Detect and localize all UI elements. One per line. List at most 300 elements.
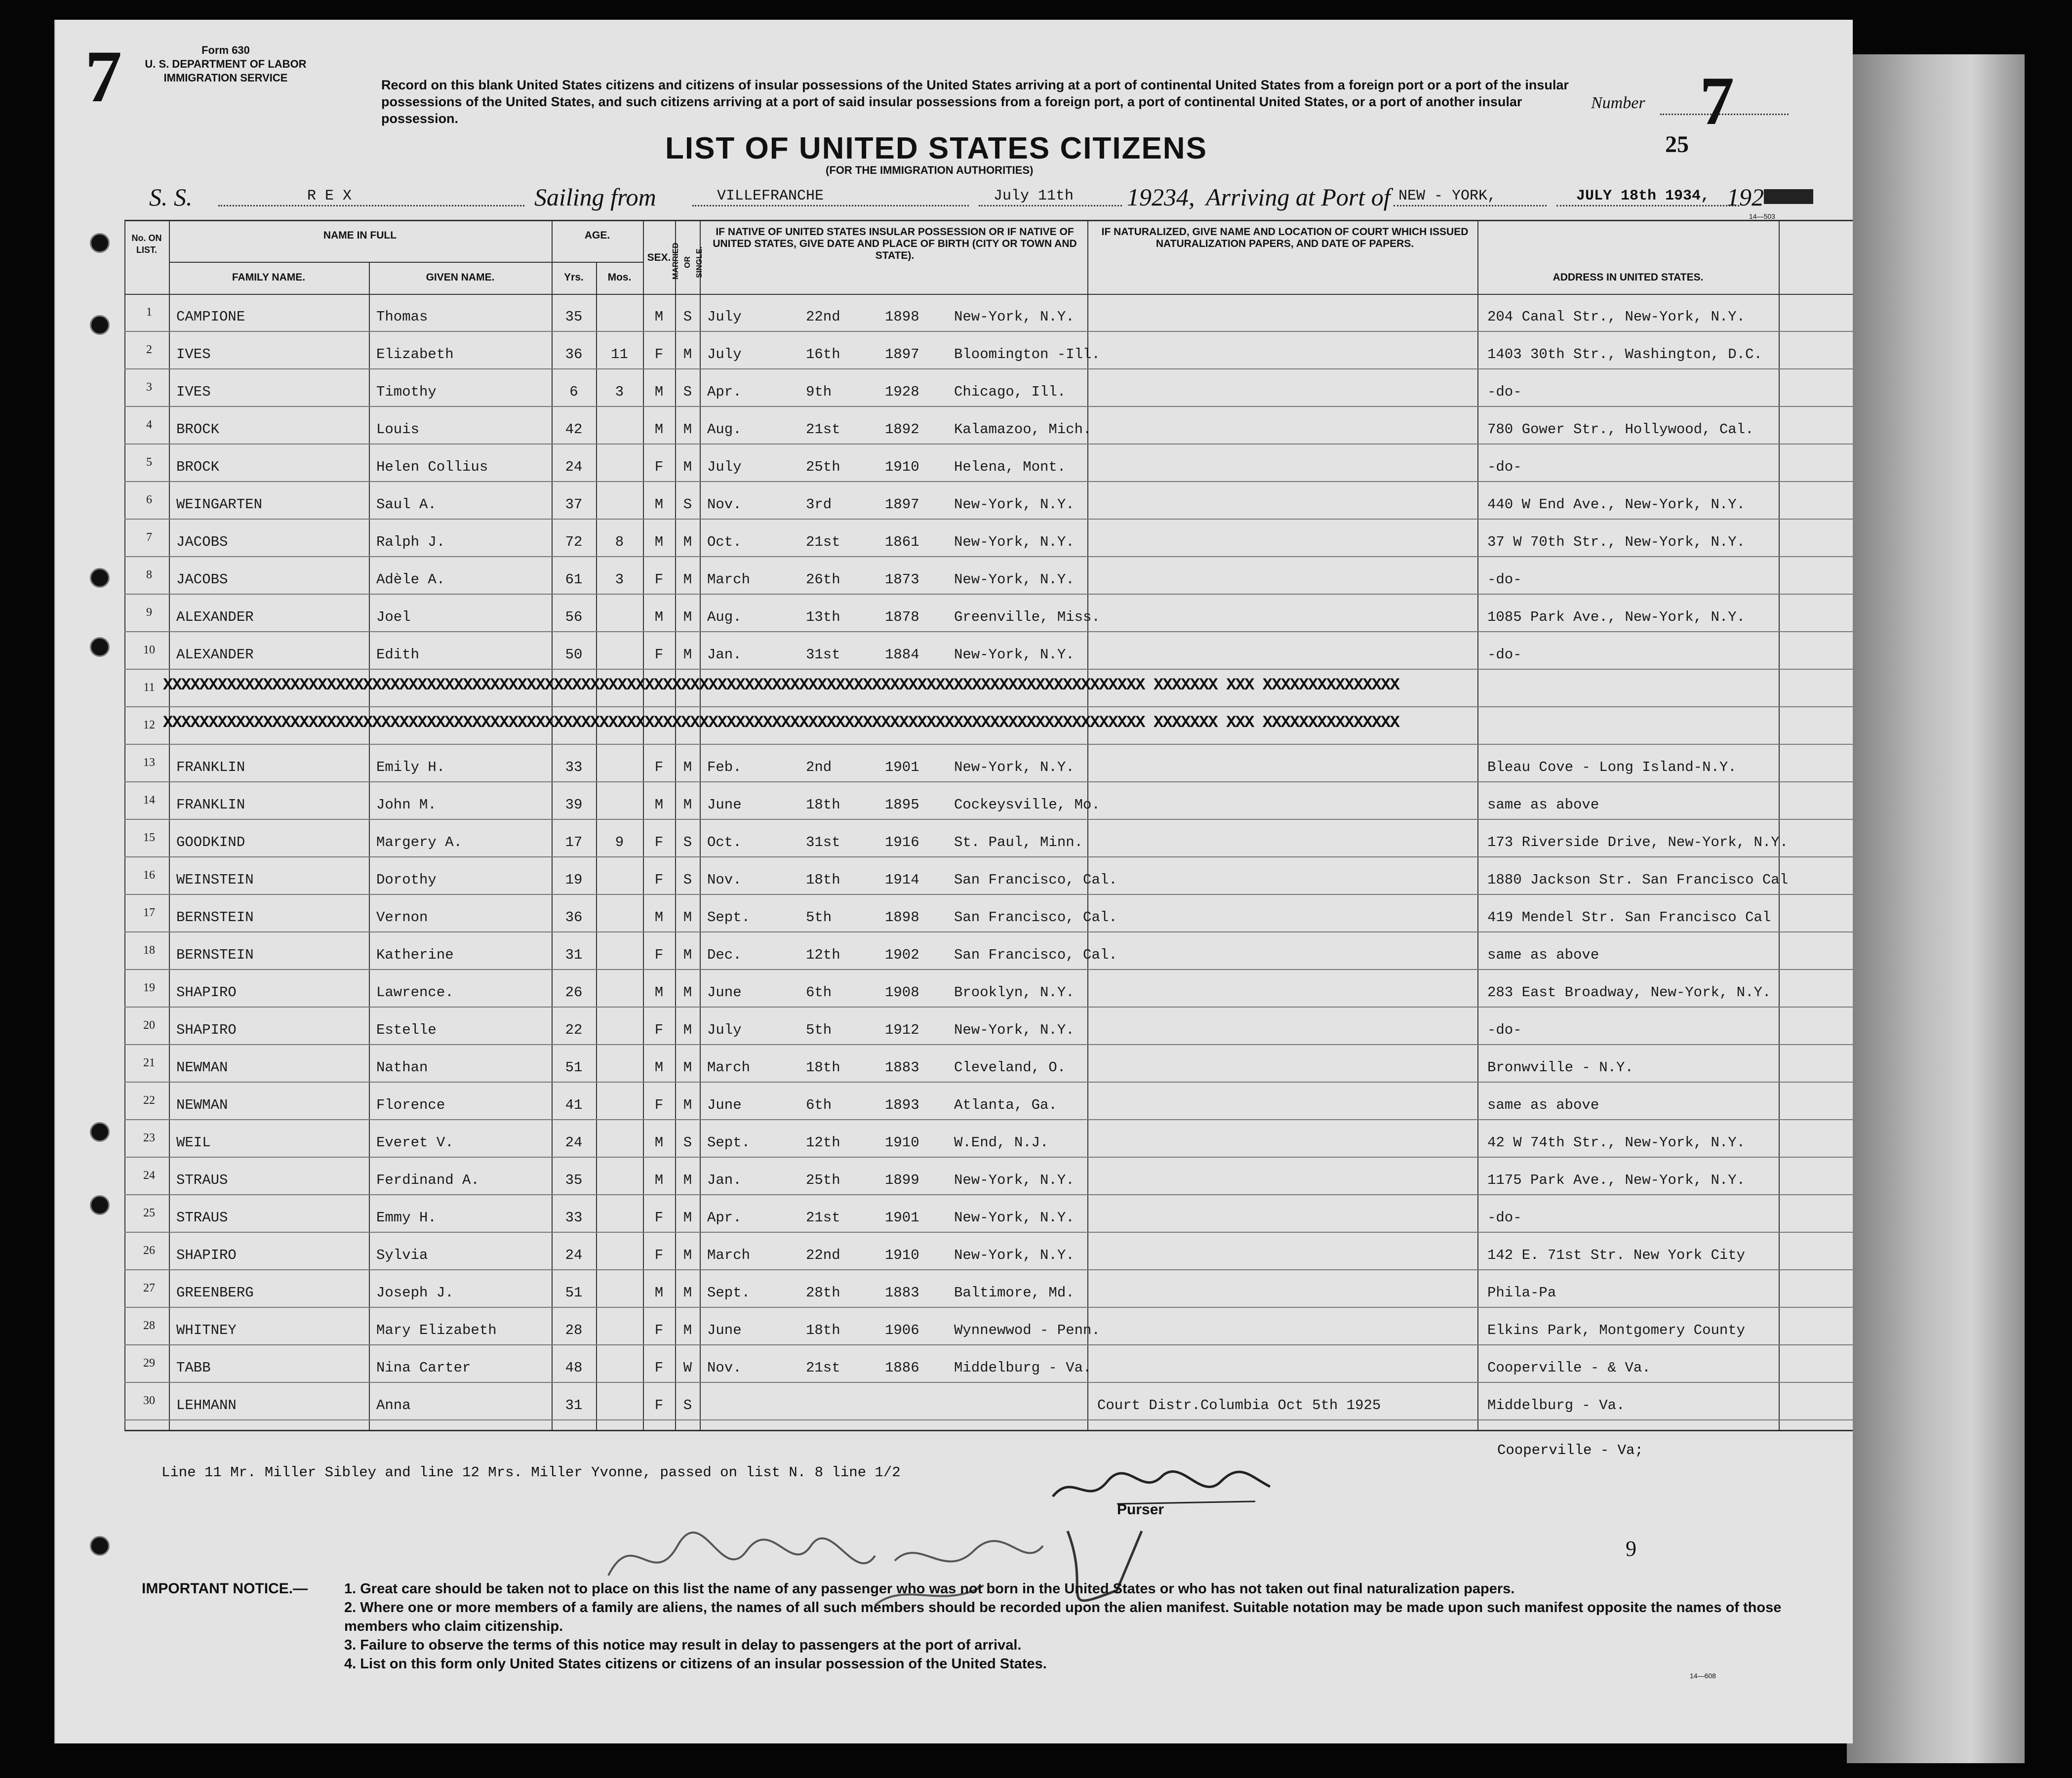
cell-yrs: 33 [565, 759, 583, 775]
table-row [55, 632, 1853, 669]
cell-ms: M [683, 984, 692, 1001]
cell-year: 1910 [885, 1247, 919, 1263]
cell-ms: M [683, 909, 692, 926]
cell-year: 1898 [885, 909, 919, 926]
cell-month: Sept. [707, 909, 751, 926]
cell-family: GREENBERG [176, 1285, 254, 1301]
cell-year: 1886 [885, 1360, 919, 1376]
table-row [55, 1270, 1853, 1307]
cell-mos: 3 [615, 384, 624, 400]
cell-place: Atlanta, Ga. [954, 1097, 1057, 1113]
cell-no: 13 [143, 756, 155, 769]
binder-hole [90, 1195, 110, 1215]
cell-address: -do- [1487, 1022, 1522, 1038]
table-row [55, 594, 1853, 632]
cell-ms: M [683, 346, 692, 363]
cell-month: March [707, 571, 751, 588]
printer-code-bottom: 14—608 [1690, 1672, 1716, 1680]
cell-day: 25th [806, 459, 840, 475]
table-row [55, 1045, 1853, 1082]
cell-address: 780 Gower Str., Hollywood, Cal. [1487, 421, 1754, 438]
cell-sex: M [654, 797, 664, 813]
page-number: 25 [1665, 131, 1689, 158]
cell-given: Joseph J. [376, 1285, 454, 1301]
cell-place: Bloomington -Ill. [954, 346, 1100, 363]
cell-mos: 3 [615, 571, 624, 588]
cell-given: Louis [376, 421, 420, 438]
table-row [55, 482, 1853, 519]
cell-year: 1892 [885, 421, 919, 438]
cell-no: 11 [143, 681, 155, 694]
cell-day: 22nd [806, 1247, 840, 1263]
cell-no: 20 [143, 1019, 155, 1032]
cell-month: Sept. [707, 1285, 751, 1301]
cell-address: 1880 Jackson Str. San Francisco Cal [1487, 872, 1789, 888]
col-name-in-full: NAME IN FULL [323, 230, 397, 241]
cell-year: 1873 [885, 571, 919, 588]
cell-address: Bronwville - N.Y. [1487, 1059, 1634, 1076]
cell-given: Mary Elizabeth [376, 1322, 497, 1338]
cell-no: 12 [143, 719, 155, 731]
table-row [55, 406, 1853, 444]
cell-year: 1898 [885, 309, 919, 325]
cell-no: 18 [143, 944, 155, 957]
department-name: U. S. DEPARTMENT OF LABOR [145, 58, 307, 70]
cell-family: WEIL [176, 1134, 211, 1151]
cell-sex: F [654, 571, 664, 588]
cell-yrs: 50 [565, 647, 583, 663]
cell-month: June [707, 797, 742, 813]
cell-given: Florence [376, 1097, 445, 1113]
cell-day: 21st [806, 534, 840, 550]
col-given-name: GIVEN NAME. [426, 272, 495, 283]
cell-ms: S [683, 384, 692, 400]
cell-address: 283 East Broadway, New-York, N.Y. [1487, 984, 1771, 1001]
form-instructions: Record on this blank United States citizens and citizens of insular possessions of the United States arriving at a port of continental United States from a foreign port or a port of the insular possessions of the United States, and such citizens arriving at a port of said insular possessions from a foreign port, a port of continental United States, or a port of another insular possession. [381, 78, 1569, 126]
cell-sex: M [654, 1172, 664, 1188]
cell-family: STRAUS [176, 1172, 228, 1188]
cell-place: San Francisco, Cal. [954, 947, 1117, 963]
col-address: ADDRESS IN UNITED STATES. [1553, 272, 1704, 283]
cell-family: WEINSTEIN [176, 872, 254, 888]
table-row [55, 294, 1853, 331]
ss-label: S. S. [149, 183, 193, 211]
cell-address: -do- [1487, 1210, 1522, 1226]
cell-address: -do- [1487, 459, 1522, 475]
table-row [55, 669, 1853, 707]
cell-family: IVES [176, 384, 211, 400]
cell-place: Wynnewwod - Penn. [954, 1322, 1100, 1338]
cell-day: 6th [806, 1097, 832, 1113]
cell-sex: F [654, 1322, 664, 1338]
table-row [55, 1232, 1853, 1270]
table-row [55, 1345, 1853, 1382]
cell-ms: M [683, 1022, 692, 1038]
cell-ms: S [683, 496, 692, 513]
cell-ms: M [683, 647, 692, 663]
cell-no: 22 [143, 1094, 155, 1107]
cell-month: Nov. [707, 1360, 742, 1376]
notice-item-2: 2. Where one or more members of a family are aliens, the names of all such members should be recorded upon the alien manifest. Suitable notation may be made upon such manifest opposite the names of those members who claim citizenship. [344, 1600, 1782, 1634]
cell-family: ALEXANDER [176, 647, 254, 663]
cell-sex: M [654, 909, 664, 926]
col-no: No. ON LIST. [131, 233, 162, 255]
cell-year: 1897 [885, 346, 919, 363]
cell-ms: M [683, 1322, 692, 1338]
cell-sex: F [654, 947, 664, 963]
cell-family: BROCK [176, 421, 220, 438]
table-row [55, 1195, 1853, 1232]
cell-place: New-York, N.Y. [954, 1210, 1075, 1226]
cell-sex: F [654, 647, 664, 663]
cell-place: New-York, N.Y. [954, 1022, 1075, 1038]
cell-sex: F [654, 1247, 664, 1263]
notice-item-1: 1. Great care should be taken not to place on this list the name of any passenger who was not born in the United States or who has not taken out final naturalization papers. [344, 1581, 1515, 1597]
cell-family: WHITNEY [176, 1322, 237, 1338]
cell-place: Helena, Mont. [954, 459, 1066, 475]
cell-place: New-York, N.Y. [954, 647, 1075, 663]
cell-no: 3 [146, 381, 152, 394]
cell-place: W.End, N.J. [954, 1134, 1049, 1151]
cell-sex: M [654, 384, 664, 400]
struck-out-entry: XXXXXXXXXXXXXXXXXXXXXXXXXXXXXXXXXXXXXXXXXXXXXXXXXXXXXXXXXXXXXXXXXXXXXXXXXXXXXXXXXXXXXXXXXXXXXXXXXXXXXXXXXXXX XXXXXXX XXX XXXXXXXXXXXXXXX [163, 676, 1399, 695]
cell-month: Jan. [707, 647, 742, 663]
cell-sex: M [654, 984, 664, 1001]
cell-place: New-York, N.Y. [954, 571, 1075, 588]
cell-ms: M [683, 759, 692, 775]
cell-day: 5th [806, 1022, 832, 1038]
cell-year: 1861 [885, 534, 919, 550]
cell-yrs: 6 [569, 384, 578, 400]
cell-month: Nov. [707, 872, 742, 888]
service-name: IMMIGRATION SERVICE [163, 72, 288, 84]
cell-sex: F [654, 1097, 664, 1113]
cell-day: 25th [806, 1172, 840, 1188]
cell-address: -do- [1487, 647, 1522, 663]
cell-yrs: 22 [565, 1022, 583, 1038]
cell-sex: M [654, 1134, 664, 1151]
form-id [144, 43, 307, 85]
cell-no: 28 [143, 1319, 155, 1332]
cell-no: 7 [146, 531, 152, 544]
cell-day: 31st [806, 647, 840, 663]
cell-month: Jan. [707, 1172, 742, 1188]
cell-sex: M [654, 1285, 664, 1301]
cell-ms: W [683, 1360, 692, 1376]
cell-yrs: 19 [565, 872, 583, 888]
cell-family: SHAPIRO [176, 984, 237, 1001]
cell-year: 1910 [885, 459, 919, 475]
binder-hole [90, 233, 110, 253]
binder-hole [90, 1122, 110, 1142]
cell-day: 21st [806, 1210, 840, 1226]
cell-given: Vernon [376, 909, 428, 926]
cell-ms: S [683, 872, 692, 888]
cell-ms: S [683, 1397, 692, 1414]
cell-yrs: 37 [565, 496, 583, 513]
cell-given: Estelle [376, 1022, 437, 1038]
cell-no: 1 [146, 306, 152, 319]
cell-yrs: 39 [565, 797, 583, 813]
cell-yrs: 33 [565, 1210, 583, 1226]
cell-no: 30 [143, 1394, 155, 1407]
col-naturalized: IF NATURALIZED, GIVE NAME AND LOCATION OF COURT WHICH ISSUED NATURALIZATION PAPERS, AND DATE OF PAPERS. [1101, 226, 1469, 249]
cell-ms: M [683, 534, 692, 550]
table-row [55, 519, 1853, 557]
cell-family: JACOBS [176, 571, 228, 588]
cell-no: 14 [143, 794, 155, 807]
cell-no: 24 [143, 1169, 155, 1182]
cell-place: San Francisco, Cal. [954, 909, 1117, 926]
cell-given: John M. [376, 797, 437, 813]
cell-address: 204 Canal Str., New-York, N.Y. [1487, 309, 1746, 325]
cell-month: June [707, 1322, 742, 1338]
cell-yrs: 28 [565, 1322, 583, 1338]
cell-address: Bleau Cove - Long Island-N.Y. [1487, 759, 1737, 775]
cell-no: 19 [143, 981, 155, 994]
cell-no: 17 [143, 906, 155, 919]
table-row [55, 1082, 1853, 1120]
manifest-sheet [54, 20, 1853, 1743]
cell-address: same as above [1487, 1097, 1599, 1113]
cell-sex: M [654, 496, 664, 513]
cell-sex: M [654, 609, 664, 625]
cell-day: 16th [806, 346, 840, 363]
cell-month: Oct. [707, 534, 742, 550]
cell-given: Emmy H. [376, 1210, 437, 1226]
cell-yrs: 36 [565, 346, 583, 363]
cell-yrs: 41 [565, 1097, 583, 1113]
notice-item-3: 3. Failure to observe the terms of this notice may result in delay to passengers at the port of arrival. [344, 1637, 1022, 1653]
extra-address: Cooperville - Va; [1497, 1442, 1643, 1458]
cell-no: 26 [143, 1244, 155, 1257]
col-sex: SEX. [647, 252, 671, 263]
cell-day: 28th [806, 1285, 840, 1301]
cell-day: 22nd [806, 309, 840, 325]
col-married: MARRIED OR SINGLE. [672, 242, 704, 280]
cell-address: Elkins Park, Montgomery County [1487, 1322, 1746, 1338]
struck-year-mark [1764, 189, 1813, 204]
cell-ms: M [683, 609, 692, 625]
binder-hole [90, 1536, 110, 1556]
table-row [55, 331, 1853, 369]
binder-edge [1847, 54, 2025, 1763]
binder-hole [90, 568, 110, 588]
cell-year: 1902 [885, 947, 919, 963]
footnote: Line 11 Mr. Miller Sibley and line 12 Mrs. Miller Yvonne, passed on list N. 8 line 1/2 [161, 1464, 901, 1481]
cell-place: Baltimore, Md. [954, 1285, 1075, 1301]
cell-mos: 11 [611, 346, 628, 363]
cell-month: Apr. [707, 1210, 742, 1226]
cell-family: TABB [176, 1360, 211, 1376]
cell-day: 18th [806, 872, 840, 888]
cell-day: 18th [806, 1322, 840, 1338]
cell-address: 173 Riverside Drive, New-York, N.Y. [1487, 834, 1789, 850]
cell-sex: F [654, 834, 664, 850]
cell-family: GOODKIND [176, 834, 245, 850]
cell-yrs: 31 [565, 1397, 583, 1414]
cell-year: 1884 [885, 647, 919, 663]
number-label: Number [1591, 94, 1645, 112]
cell-address: 1403 30th Str., Washington, D.C. [1487, 346, 1762, 363]
sailing-year-prefix: 192 [1127, 183, 1164, 211]
cell-no: 4 [146, 418, 152, 431]
cell-no: 6 [146, 493, 152, 506]
cell-day: 9th [806, 384, 832, 400]
cell-sex: F [654, 346, 664, 363]
cell-yrs: 17 [565, 834, 583, 850]
table-row [55, 444, 1853, 482]
table-row [55, 857, 1853, 894]
cell-year: 1895 [885, 797, 919, 813]
cell-year: 1901 [885, 759, 919, 775]
cell-no: 23 [143, 1131, 155, 1144]
cell-year: 1910 [885, 1134, 919, 1151]
cell-family: WEINGARTEN [176, 496, 263, 513]
cell-given: Elizabeth [376, 346, 454, 363]
cell-family: NEWMAN [176, 1059, 228, 1076]
sailing-date: July 11th [994, 188, 1074, 204]
cell-place: St. Paul, Minn. [954, 834, 1083, 850]
table-row [55, 894, 1853, 932]
cell-ms: M [683, 459, 692, 475]
cell-yrs: 35 [565, 309, 583, 325]
cell-place: Cleveland, O. [954, 1059, 1066, 1076]
cell-yrs: 51 [565, 1059, 583, 1076]
cell-family: BROCK [176, 459, 220, 475]
cell-no: 15 [143, 831, 155, 844]
cell-given: Emily H. [376, 759, 445, 775]
cell-place: Greenville, Miss. [954, 609, 1100, 625]
page-subtitle: (FOR THE IMMIGRATION AUTHORITIES) [826, 164, 1034, 176]
notice-heading: IMPORTANT NOTICE.— [142, 1580, 308, 1597]
sailing-port: VILLEFRANCHE [717, 188, 824, 204]
cell-ms: M [683, 1247, 692, 1263]
cell-address: Cooperville - & Va. [1487, 1360, 1651, 1376]
cell-month: June [707, 1097, 742, 1113]
cell-day: 26th [806, 571, 840, 588]
cell-family: IVES [176, 346, 211, 363]
cell-month: Feb. [707, 759, 742, 775]
cell-given: Nina Carter [376, 1360, 471, 1376]
cell-place: New-York, N.Y. [954, 534, 1075, 550]
cell-court: Court Distr.Columbia Oct 5th 1925 [1097, 1397, 1381, 1414]
cell-sex: M [654, 534, 664, 550]
cell-month: Aug. [707, 609, 742, 625]
cell-address: same as above [1487, 947, 1599, 963]
cell-ms: M [683, 1059, 692, 1076]
cell-family: LEHMANN [176, 1397, 237, 1414]
cell-month: Apr. [707, 384, 742, 400]
cell-address: -do- [1487, 571, 1522, 588]
purser-label: Purser [1117, 1501, 1164, 1518]
cell-yrs: 72 [565, 534, 583, 550]
cell-given: Timothy [376, 384, 437, 400]
cell-sex: F [654, 1360, 664, 1376]
cell-address: 37 W 70th Str., New-York, N.Y. [1487, 534, 1746, 550]
cell-no: 21 [143, 1056, 155, 1069]
cell-sex: F [654, 759, 664, 775]
arriving-label: Arriving at Port of [1206, 183, 1391, 211]
cell-place: New-York, N.Y. [954, 759, 1075, 775]
cell-year: 1893 [885, 1097, 919, 1113]
cell-month: July [707, 1022, 742, 1038]
cell-given: Nathan [376, 1059, 428, 1076]
cell-ms: S [683, 834, 692, 850]
cell-given: Ferdinand A. [376, 1172, 479, 1188]
col-mos: Mos. [607, 272, 632, 283]
cell-month: March [707, 1247, 751, 1263]
cell-given: Dorothy [376, 872, 437, 888]
cell-sex: F [654, 1397, 664, 1414]
cell-family: JACOBS [176, 534, 228, 550]
cell-no: 2 [146, 343, 152, 356]
notice-item-4: 4. List on this form only United States citizens or citizens of an insular possession of the United States. [344, 1656, 1047, 1672]
cell-address: 42 W 74th Str., New-York, N.Y. [1487, 1134, 1746, 1151]
cell-day: 5th [806, 909, 832, 926]
cell-address: 142 E. 71st Str. New York City [1487, 1247, 1746, 1263]
cell-sex: F [654, 1210, 664, 1226]
cell-place: Kalamazoo, Mich. [954, 421, 1092, 438]
purser-signature [1043, 1462, 1290, 1516]
cell-sex: F [654, 872, 664, 888]
cell-ms: M [683, 1097, 692, 1113]
cell-family: FRANKLIN [176, 797, 245, 813]
table-row [55, 932, 1853, 970]
page-mark: 9 [1626, 1536, 1636, 1561]
cell-place: Chicago, Ill. [954, 384, 1066, 400]
cell-given: Edith [376, 647, 420, 663]
cell-mos: 9 [615, 834, 624, 850]
col-age: AGE. [584, 230, 610, 241]
table-row [55, 1007, 1853, 1045]
binder-hole [90, 637, 110, 657]
table-row [55, 782, 1853, 819]
sailing-label: Sailing from [534, 183, 656, 211]
arrival-port: NEW - YORK, [1398, 188, 1497, 204]
form-number: Form 630 [201, 44, 250, 56]
cell-sex: M [654, 309, 664, 325]
cell-day: 21st [806, 1360, 840, 1376]
cell-given: Ralph J. [376, 534, 445, 550]
cell-yrs: 42 [565, 421, 583, 438]
cell-no: 29 [143, 1357, 155, 1370]
arrival-date: JULY 18th 1934, [1576, 188, 1710, 204]
cell-no: 25 [143, 1207, 155, 1219]
cell-day: 2nd [806, 759, 832, 775]
cell-ms: M [683, 571, 692, 588]
cell-place: Middelburg - Va. [954, 1360, 1092, 1376]
ship-name: R E X [307, 188, 352, 204]
cell-day: 18th [806, 797, 840, 813]
cell-yrs: 26 [565, 984, 583, 1001]
cell-yrs: 51 [565, 1285, 583, 1301]
cell-address: -do- [1487, 384, 1522, 400]
cell-year: 1883 [885, 1059, 919, 1076]
cell-year: 1908 [885, 984, 919, 1001]
cell-ms: M [683, 1210, 692, 1226]
col-family-name: FAMILY NAME. [232, 272, 306, 283]
printer-code-top: 14—503 [1749, 212, 1775, 220]
cell-family: BERNSTEIN [176, 947, 254, 963]
cell-place: Cockeysville, Mo. [954, 797, 1100, 813]
cell-year: 1912 [885, 1022, 919, 1038]
table-row [55, 1157, 1853, 1195]
cell-month: Dec. [707, 947, 742, 963]
cell-yrs: 36 [565, 909, 583, 926]
cell-family: BERNSTEIN [176, 909, 254, 926]
cell-no: 27 [143, 1282, 155, 1294]
